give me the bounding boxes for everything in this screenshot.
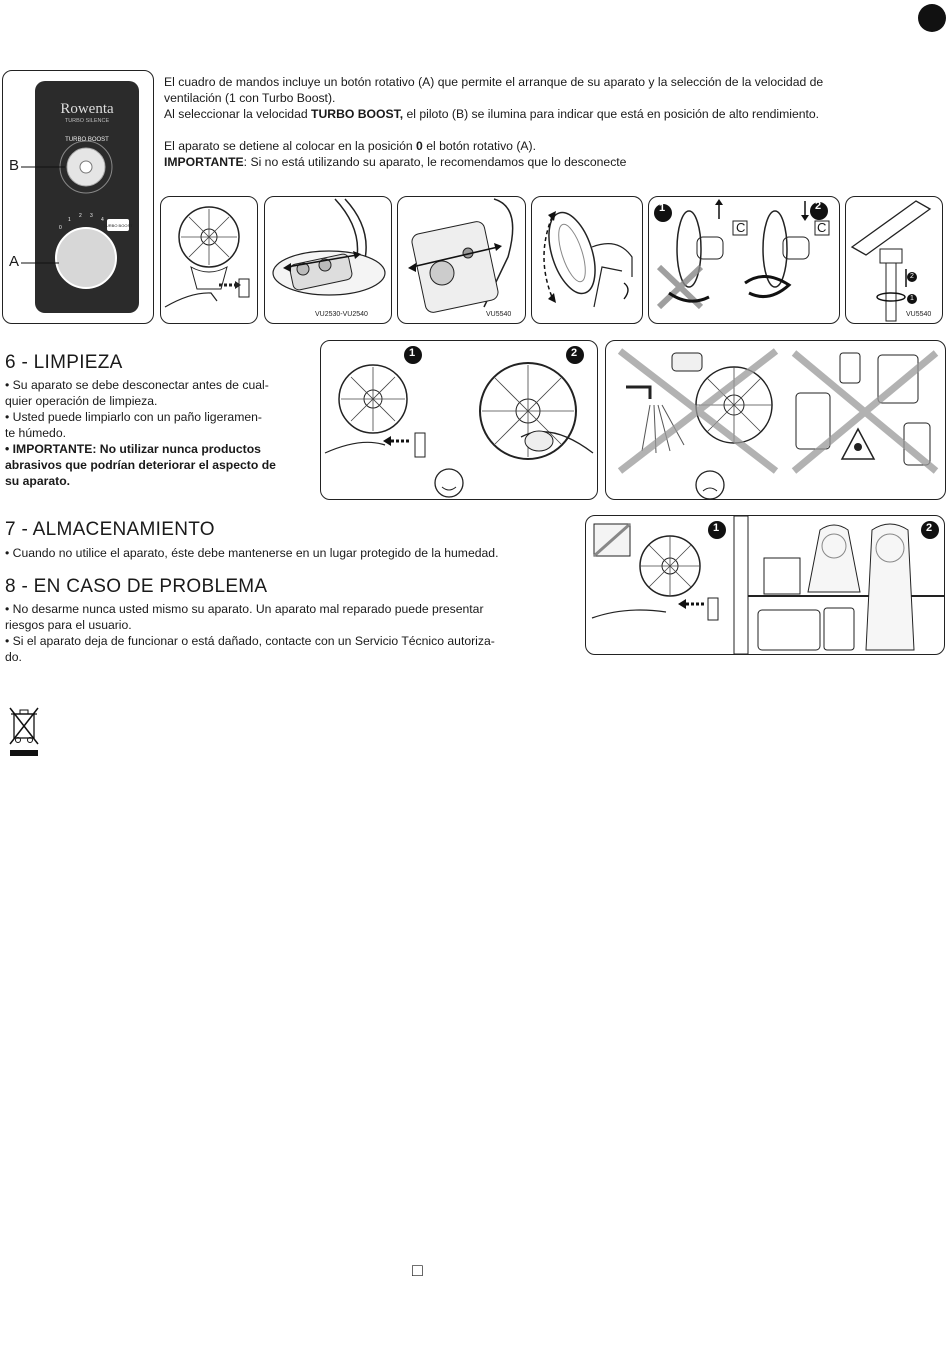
illustration-unplug [160, 196, 258, 324]
model-label-vu2530: VU2530-VU2540 [315, 311, 368, 318]
storage-step-1: 1 [713, 522, 720, 534]
cleaning-bullet-3a: • IMPORTANTE: No utilizar nunca productos [5, 442, 261, 456]
cleaning-bullet-3c: su aparato. [5, 474, 71, 488]
illustration-oscillation [648, 196, 840, 324]
illustration-height-adjust [845, 196, 943, 324]
badge-step-1: 1 [659, 202, 666, 214]
height-step-2: 2 [910, 273, 914, 280]
label-c-right: C [817, 220, 827, 235]
turbo-tag: TURBO BOOST [103, 223, 133, 228]
problems-bullet-1b: riesgos para el usuario. [5, 618, 132, 632]
problems-bullets [5, 601, 585, 665]
cleaning-bullet-2b: te húmedo. [5, 426, 66, 440]
cleaning-bullet-3b: abrasivos que podrían deteriorar el aspecto de [5, 458, 276, 472]
cleaning-bullet-1a: • Su aparato se debe desconectar antes de cual- [5, 378, 269, 392]
brand-logo: Rowenta [60, 101, 114, 117]
cleaning-bullet-1b: quier operación de limpieza. [5, 394, 158, 408]
cleaning-dont-panel [605, 340, 946, 500]
model-label-vu5540-b: VU5540 [906, 311, 932, 318]
storage-title: 7 - ALMACENAMIENTO [5, 519, 215, 540]
scale-3: 3 [90, 213, 93, 219]
cleaning-bullets [5, 377, 315, 489]
badge-step-2: 2 [815, 200, 822, 212]
controls-description [164, 74, 944, 170]
controls-line-1: El cuadro de mandos incluye un botón rotativo (A) que permite el arranque de su aparato y la selección de la velocidad de [164, 75, 824, 89]
controls-line-2: ventilación (1 con Turbo Boost). [164, 91, 336, 105]
controls-important: IMPORTANTE: Si no está utilizando su aparato, le recomendamos que lo desconecte [164, 155, 627, 169]
page-corner-marker [918, 4, 946, 32]
scale-0: 0 [59, 225, 62, 231]
illustration-base-vu2530 [264, 196, 392, 324]
storage-bullet-1: • Cuando no utilice el aparato, éste debe mantenerse en un lugar protegido de la humedad. [5, 546, 499, 560]
callout-b: B [9, 157, 20, 174]
storage-step-2: 2 [926, 522, 933, 534]
control-panel-illustration [2, 70, 154, 324]
cleaning-step-1: 1 [409, 347, 416, 359]
cleaning-title: 6 - LIMPIEZA [5, 352, 123, 373]
scale-2: 2 [79, 213, 82, 219]
problems-title: 8 - EN CASO DE PROBLEMA [5, 576, 268, 597]
cleaning-step-2: 2 [571, 347, 578, 359]
problems-bullet-2b: do. [5, 650, 22, 664]
illustration-column-vu5540 [397, 196, 526, 324]
brand-subtitle: TURBO SILENCE [64, 118, 110, 124]
height-step-1: 1 [910, 295, 914, 302]
cleaning-bullet-2a: • Usted puede limpiarlo con un paño ligeramen- [5, 410, 262, 424]
controls-line-4: El aparato se detiene al colocar en la posición 0 el botón rotativo (A). [164, 139, 536, 153]
problems-bullet-2a: • Si el aparato deja de funcionar o está dañado, contacte con un Servicio Técnico autoriza- [5, 634, 495, 648]
model-label-vu5540-a: VU5540 [486, 311, 512, 318]
turbo-ring-label: TURBO BOOST [65, 137, 109, 143]
label-c-left: C [736, 220, 746, 235]
controls-line-3: Al seleccionar la velocidad TURBO BOOST, el piloto (B) se ilumina para indicar que está en posición de alto rendimiento. [164, 107, 820, 121]
storage-illustration [585, 515, 945, 655]
cleaning-do-panel [320, 340, 598, 500]
illustration-tilt [531, 196, 643, 324]
crossed-bin-icon [8, 706, 40, 758]
scale-4: 4 [101, 217, 104, 223]
footer-page-marker: □ [412, 1260, 423, 1280]
callout-a: A [9, 253, 20, 270]
scale-1: 1 [68, 217, 71, 223]
problems-bullet-1a: • No desarme nunca usted mismo su aparato. Un aparato mal reparado puede presentar [5, 602, 484, 616]
